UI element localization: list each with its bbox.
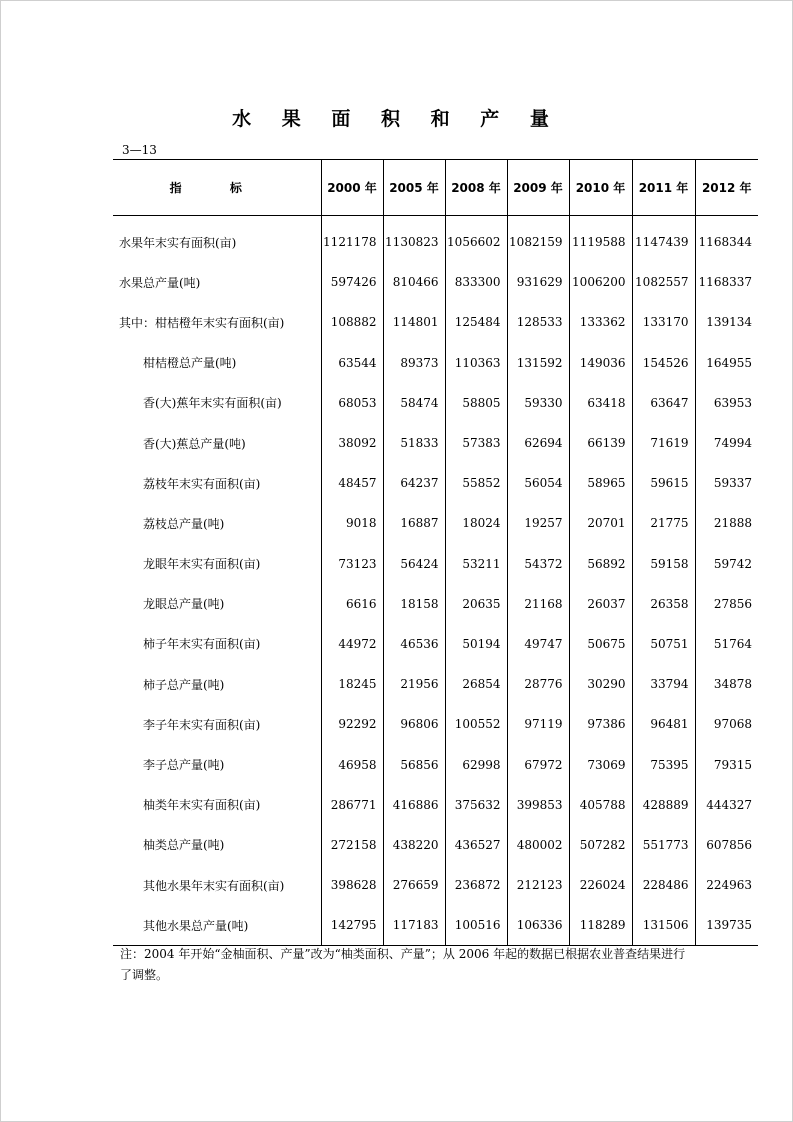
value-cell: 1168337	[695, 262, 758, 302]
value-cell: 416886	[383, 785, 445, 825]
value-cell: 56892	[569, 544, 632, 584]
value-cell: 21775	[632, 503, 695, 543]
table-row	[113, 302, 758, 342]
value-cell: 51764	[695, 624, 758, 664]
value-cell: 50675	[569, 624, 632, 664]
value-cell: 59158	[632, 544, 695, 584]
value-cell: 375632	[445, 785, 507, 825]
value-cell: 1082557	[632, 262, 695, 302]
value-cell: 438220	[383, 825, 445, 865]
value-cell: 51833	[383, 423, 445, 463]
value-cell: 97068	[695, 704, 758, 744]
table-code: 3—13	[122, 143, 157, 157]
header-year: 2008 年	[445, 160, 507, 216]
value-cell: 1006200	[569, 262, 632, 302]
value-cell: 507282	[569, 825, 632, 865]
value-cell: 20701	[569, 503, 632, 543]
value-cell: 18024	[445, 503, 507, 543]
value-cell: 139735	[695, 905, 758, 946]
value-cell: 79315	[695, 744, 758, 784]
value-cell: 224963	[695, 865, 758, 905]
value-cell: 128533	[507, 302, 569, 342]
value-cell: 96481	[632, 704, 695, 744]
table-row	[113, 664, 758, 704]
value-cell: 436527	[445, 825, 507, 865]
value-cell: 64237	[383, 463, 445, 503]
value-cell: 26037	[569, 584, 632, 624]
value-cell: 48457	[321, 463, 383, 503]
value-cell: 56054	[507, 463, 569, 503]
header-year: 2000 年	[321, 160, 383, 216]
row-label: 荔枝总产量(吨)	[143, 516, 225, 531]
value-cell: 100552	[445, 704, 507, 744]
value-cell: 58965	[569, 463, 632, 503]
header-indicator: 指 标	[113, 160, 321, 216]
value-cell: 398628	[321, 865, 383, 905]
value-cell: 26358	[632, 584, 695, 624]
value-cell: 62694	[507, 423, 569, 463]
row-label: 水果总产量(吨)	[119, 275, 201, 290]
value-cell: 71619	[632, 423, 695, 463]
table-row	[113, 503, 758, 543]
value-cell: 931629	[507, 262, 569, 302]
value-cell: 21956	[383, 664, 445, 704]
value-cell: 46958	[321, 744, 383, 784]
value-cell: 1121178	[321, 216, 383, 263]
value-cell: 21168	[507, 584, 569, 624]
value-cell: 34878	[695, 664, 758, 704]
row-label: 柿子年末实有面积(亩)	[143, 637, 261, 652]
value-cell: 444327	[695, 785, 758, 825]
value-cell: 276659	[383, 865, 445, 905]
row-label: 柑桔橙总产量(吨)	[143, 356, 237, 371]
table-row	[113, 704, 758, 744]
value-cell: 75395	[632, 744, 695, 784]
value-cell: 46536	[383, 624, 445, 664]
row-label: 柚类总产量(吨)	[143, 838, 225, 853]
value-cell: 1082159	[507, 216, 569, 263]
value-cell: 110363	[445, 343, 507, 383]
value-cell: 58805	[445, 383, 507, 423]
value-cell: 228486	[632, 865, 695, 905]
value-cell: 212123	[507, 865, 569, 905]
row-label: 其他水果年末实有面积(亩)	[143, 878, 285, 893]
value-cell: 131506	[632, 905, 695, 946]
value-cell: 21888	[695, 503, 758, 543]
value-cell: 19257	[507, 503, 569, 543]
value-cell: 63953	[695, 383, 758, 423]
value-cell: 74994	[695, 423, 758, 463]
value-cell: 26854	[445, 664, 507, 704]
value-cell: 226024	[569, 865, 632, 905]
value-cell: 66139	[569, 423, 632, 463]
value-cell: 833300	[445, 262, 507, 302]
table-row	[113, 865, 758, 905]
value-cell: 1168344	[695, 216, 758, 263]
value-cell: 272158	[321, 825, 383, 865]
header-year: 2005 年	[383, 160, 445, 216]
value-cell: 68053	[321, 383, 383, 423]
value-cell: 399853	[507, 785, 569, 825]
value-cell: 63418	[569, 383, 632, 423]
table-row	[113, 423, 758, 463]
value-cell: 49747	[507, 624, 569, 664]
value-cell: 18158	[383, 584, 445, 624]
value-cell: 1056602	[445, 216, 507, 263]
value-cell: 20635	[445, 584, 507, 624]
value-cell: 133170	[632, 302, 695, 342]
row-label: 香(大)蕉年末实有面积(亩)	[143, 396, 282, 411]
value-cell: 164955	[695, 343, 758, 383]
value-cell: 73069	[569, 744, 632, 784]
value-cell: 1147439	[632, 216, 695, 263]
value-cell: 1130823	[383, 216, 445, 263]
value-cell: 58474	[383, 383, 445, 423]
table-row	[113, 544, 758, 584]
row-label: 柿子总产量(吨)	[143, 677, 225, 692]
table-row	[113, 383, 758, 423]
footnote: 注：2004 年开始“金柚面积、产量”改为“柚类面积、产量”；从 2006 年起的数据已根据农业普查结果进行了调整。	[120, 947, 686, 982]
value-cell: 56424	[383, 544, 445, 584]
value-cell: 96806	[383, 704, 445, 744]
value-cell: 118289	[569, 905, 632, 946]
row-label: 其他水果总产量(吨)	[143, 918, 249, 933]
value-cell: 1119588	[569, 216, 632, 263]
row-label: 李子总产量(吨)	[143, 758, 225, 773]
value-cell: 405788	[569, 785, 632, 825]
value-cell: 100516	[445, 905, 507, 946]
row-label: 龙眼年末实有面积(亩)	[143, 557, 261, 572]
value-cell: 63647	[632, 383, 695, 423]
page-title: 水 果 面 积 和 产 量	[232, 108, 561, 130]
value-cell: 63544	[321, 343, 383, 383]
value-cell: 33794	[632, 664, 695, 704]
fruit-area-output-table	[113, 159, 758, 946]
table-row	[113, 216, 758, 263]
header-year: 2012 年	[695, 160, 758, 216]
value-cell: 44972	[321, 624, 383, 664]
value-cell: 62998	[445, 744, 507, 784]
value-cell: 59337	[695, 463, 758, 503]
value-cell: 16887	[383, 503, 445, 543]
value-cell: 131592	[507, 343, 569, 383]
value-cell: 236872	[445, 865, 507, 905]
value-cell: 106336	[507, 905, 569, 946]
value-cell: 9018	[321, 503, 383, 543]
value-cell: 154526	[632, 343, 695, 383]
table-row	[113, 343, 758, 383]
value-cell: 6616	[321, 584, 383, 624]
value-cell: 30290	[569, 664, 632, 704]
value-cell: 597426	[321, 262, 383, 302]
row-label: 水果年末实有面积(亩)	[119, 235, 237, 250]
table-row	[113, 744, 758, 784]
value-cell: 55852	[445, 463, 507, 503]
value-cell: 50194	[445, 624, 507, 664]
value-cell: 551773	[632, 825, 695, 865]
row-label: 龙眼总产量(吨)	[143, 597, 225, 612]
value-cell: 50751	[632, 624, 695, 664]
value-cell: 125484	[445, 302, 507, 342]
table-row	[113, 584, 758, 624]
header-year: 2009 年	[507, 160, 569, 216]
value-cell: 38092	[321, 423, 383, 463]
value-cell: 97119	[507, 704, 569, 744]
value-cell: 142795	[321, 905, 383, 946]
value-cell: 480002	[507, 825, 569, 865]
table-row	[113, 905, 758, 946]
value-cell: 67972	[507, 744, 569, 784]
value-cell: 286771	[321, 785, 383, 825]
value-cell: 73123	[321, 544, 383, 584]
value-cell: 149036	[569, 343, 632, 383]
table-row	[113, 624, 758, 664]
value-cell: 810466	[383, 262, 445, 302]
value-cell: 114801	[383, 302, 445, 342]
value-cell: 89373	[383, 343, 445, 383]
value-cell: 27856	[695, 584, 758, 624]
value-cell: 133362	[569, 302, 632, 342]
table-row	[113, 463, 758, 503]
value-cell: 97386	[569, 704, 632, 744]
value-cell: 28776	[507, 664, 569, 704]
value-cell: 56856	[383, 744, 445, 784]
row-label: 其中：柑桔橙年末实有面积(亩)	[119, 315, 285, 330]
row-label: 李子年末实有面积(亩)	[143, 717, 261, 732]
value-cell: 57383	[445, 423, 507, 463]
table-row	[113, 262, 758, 302]
value-cell: 139134	[695, 302, 758, 342]
value-cell: 54372	[507, 544, 569, 584]
value-cell: 18245	[321, 664, 383, 704]
table-row	[113, 785, 758, 825]
table-row	[113, 825, 758, 865]
value-cell: 59742	[695, 544, 758, 584]
row-label: 荔枝年末实有面积(亩)	[143, 476, 261, 491]
value-cell: 607856	[695, 825, 758, 865]
value-cell: 59330	[507, 383, 569, 423]
header-year: 2010 年	[569, 160, 632, 216]
value-cell: 117183	[383, 905, 445, 946]
header-row	[113, 160, 758, 216]
row-label: 香(大)蕉总产量(吨)	[143, 436, 246, 451]
value-cell: 53211	[445, 544, 507, 584]
header-year: 2011 年	[632, 160, 695, 216]
row-label: 柚类年末实有面积(亩)	[143, 798, 261, 813]
value-cell: 59615	[632, 463, 695, 503]
value-cell: 428889	[632, 785, 695, 825]
value-cell: 92292	[321, 704, 383, 744]
value-cell: 108882	[321, 302, 383, 342]
